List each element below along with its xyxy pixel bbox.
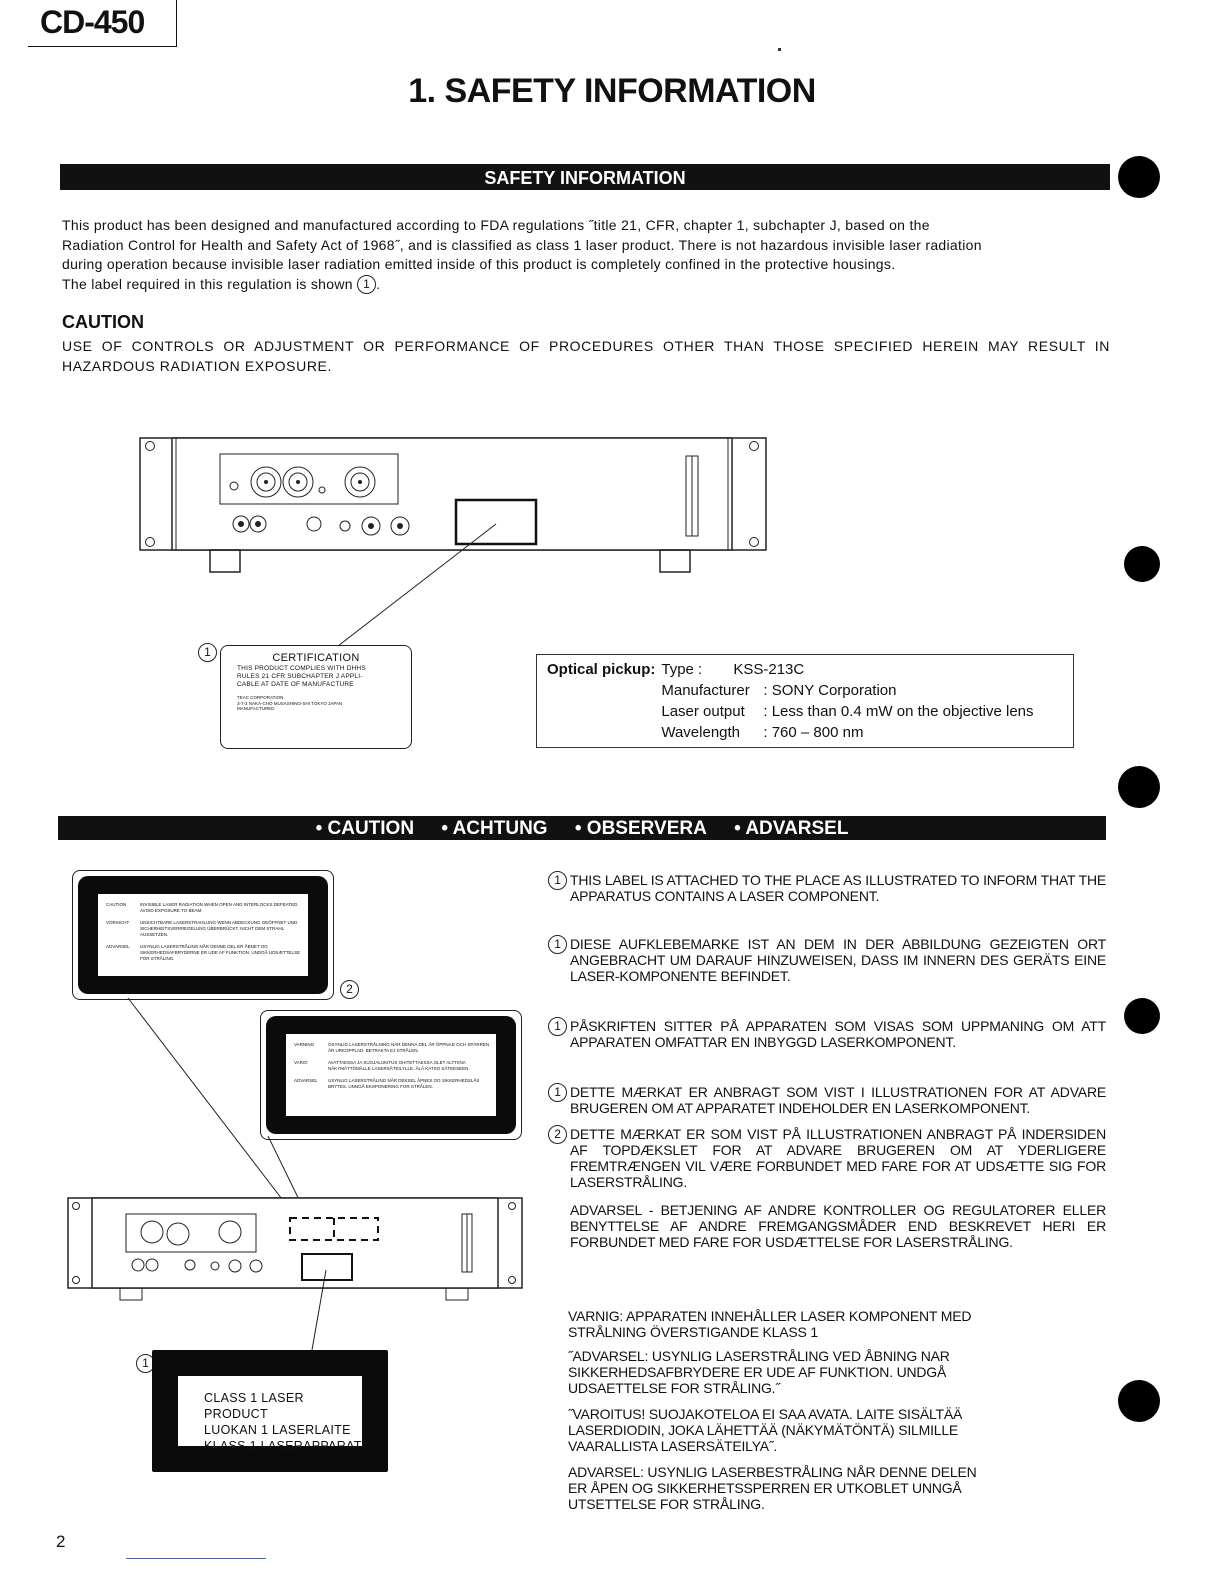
class-line: LUOKAN 1 LASERLAITE <box>204 1423 351 1437</box>
label-key: VARNING <box>294 1042 315 1047</box>
class-label-face <box>178 1376 362 1453</box>
bar-item-label: ACHTUNG <box>452 818 548 839</box>
note-text: ADVARSEL - BETJENING AF ANDRE KONTROLLER OG REGULATORER ELLER BENYTTELSE AF ANDRE FREMGANGSMÅDER END BESKREVET HERI ER FORBUNDET MED FARE FOR USDÆTTELSE FOR LASERSTRÅLING. <box>570 1202 1106 1250</box>
caution-heading: CAUTION <box>62 312 144 332</box>
warning-sv: VARNIG: APPARATEN INNEHÅLLER LASER KOMPONENT MED STRÅLNING ÖVERSTIGANDE KLASS 1 <box>568 1308 972 1340</box>
label-text: UNSICHTBARE LASERSTRAHLUNG WENN ABDECKUNG GEÖFFNET UND SICHERHEITSVERRIEGELUNG ÜBERBRÜCKT. NICHT DEM STRAHL AUSSETZEN. <box>140 920 298 937</box>
intro-line: This product has been designed and manufactured according to FDA regulations ˝title 21, CFR, chapter 1, subchapter J, based on the <box>62 217 930 233</box>
spec-key: Manufacturer <box>661 682 750 699</box>
rear-panel-illustration <box>138 434 778 654</box>
spec-value: Less than 0.4 mW on the objective lens <box>771 703 1034 720</box>
label-text: AVATTAESSA JA SUOJALUKITUS OHITETTAESSA OLET ALTTIINA NÄKYMÄTTÖMÄLLE LASERSÄTEILYLLE. ÄLÄ KATSO SÄTEESEEN. <box>328 1060 470 1071</box>
spec-value-wrap: : SONY Corporation <box>763 682 897 699</box>
class-line: CLASS 1 LASER PRODUCT <box>204 1391 304 1421</box>
intro-paragraph <box>62 216 1110 294</box>
class-label <box>152 1350 388 1472</box>
label-key: VORSICHT <box>106 920 130 925</box>
caution-label-frame <box>72 870 334 1000</box>
section-bar-caution <box>58 816 1106 840</box>
cert-lines <box>237 665 411 689</box>
label-key: CAUTION <box>106 902 127 907</box>
bar-item: • OBSERVERA <box>574 818 707 839</box>
note-da-3 <box>570 1202 1106 1250</box>
warning-no: ADVARSEL: USYNLIG LASERBESTRÅLING NÅR DENNE DELEN ER ÅPEN OG SIKKERHETSSPERREN ER UTKOBLET UNNGÅ UTSETTELSE FOR STRÅLING. <box>568 1464 977 1512</box>
note-de <box>554 936 1106 984</box>
caution-label <box>78 876 328 994</box>
footer-rule <box>126 1558 266 1559</box>
note-en <box>554 872 1106 904</box>
spec-value: 760 – 800 nm <box>771 724 864 741</box>
cert-line: THIS PRODUCT COMPLIES WITH DHHS <box>237 665 366 672</box>
marker-icon: 1 <box>548 1083 567 1102</box>
certification-label <box>220 645 412 749</box>
caution-label-face <box>98 894 308 976</box>
cert-small-line: MANUFACTURED <box>237 706 275 711</box>
intro-line: Radiation Control for Health and Safety Act of 1968˝, and is classified as class 1 laser product. There is not hazardous invisible laser radiation <box>62 236 982 253</box>
spec-key: Wavelength <box>661 724 741 741</box>
note-text: DIESE AUFKLEBEMARKE IST AN DEM IN DER ABBILDUNG GEZEIGTEN ORT ANGEBRACHT UM DARAUF HINZUWEISEN, DASS IM INNERN DES GERÄTS EINE LASER-KOMPONENTE BEFINDET. <box>570 936 1106 984</box>
marker-icon: 1 <box>548 935 567 954</box>
optical-pickup-table: Optical pickup: Type : KSS-213C Manufacturer : SONY Corporation Laser output : Less than 0.4 mW on the objective lens Wavelength : 760 – 800 nm <box>547 661 1034 741</box>
note-text: THIS LABEL IS ATTACHED TO THE PLACE AS ILLUSTRATED TO INFORM THAT THE APPARATUS CONTAINS A LASER COMPONENT. <box>570 872 1106 904</box>
caution-text: USE OF CONTROLS OR ADJUSTMENT OR PERFORMANCE OF PROCEDURES OTHER THAN THOSE SPECIFIED HEREIN MAY RESULT IN HAZARDOUS RADIATION EXPOSURE. <box>62 338 1110 374</box>
bar-item: • ACHTUNG <box>441 818 548 839</box>
speck <box>778 48 781 51</box>
label-text: OSYNLIG LASERSTRÅLNING NÄR DENNA DEL ÄR ÖPPNAD OCH SPÄRREN ÄR URKOPPLAD. BETRAKTA EJ STRÅLEN. <box>328 1042 490 1053</box>
marker-icon: 1 <box>198 643 217 662</box>
spec-value: KSS-213C <box>733 661 805 678</box>
ref-marker: 1 <box>357 275 376 294</box>
note-text: DETTE MÆRKAT ER SOM VIST PÅ ILLUSTRATIONEN ANBRAGT PÅ INDERSIDEN AF TOPDÆKSLET FOR AT ADVARE BRUGEREN OM AT YDERLIGERE FREMTRÆNGEN VIL VÆRE FORBUNDET MED FARE FOR AT UDSÆTTE SIG FOR LASERSTRÅLING. <box>570 1126 1106 1190</box>
cert-line: CABLE AT DATE OF MANUFACTURE <box>237 681 354 688</box>
spec-key: Laser output <box>661 703 745 720</box>
spec-key: Type <box>661 661 694 678</box>
label-key: ADVARSEL <box>106 944 130 949</box>
cert-line: RULES 21 CFR SUBCHAPTER J APPLI- <box>237 673 363 680</box>
note-text: DETTE MÆRKAT ER ANBRAGT SOM VIST I ILLUSTRATIONEN FOR AT ADVARE BRUGEREN OM AT APPARATET INDEHOLDER EN LASERKOMPONENT. <box>570 1084 1106 1116</box>
class-line: KLASS 1 LASERAPPARAT <box>204 1439 362 1453</box>
page-title: 1. SAFETY INFORMATION <box>408 72 816 110</box>
label-text: USYNLIG LASERSTRÅLING NÅR DEKSEL ÅPNES OG SIKKERHEDSLÅS BRYTES. UNNGÅ EKSPONERING FOR STRÅLEN. <box>328 1078 480 1089</box>
cert-small <box>237 695 411 712</box>
spec-value-wrap: : Less than 0.4 mW on the objective lens <box>763 703 1034 720</box>
label-text: USYNLIG LASERSTRÅLING NÅR DENNE DEL ER ÅBNET OG SIKKERHEDSAFBRYDERNE ER UDE AF FUNKTION. UNDGÅ UDSÆTTELSE FOR STRÅLING. <box>140 944 300 961</box>
rear-panel-illustration-2 <box>60 990 540 1370</box>
marker-icon: 2 <box>548 1125 567 1144</box>
label-text: INVISIBLE LASER RADIATION WHEN OPEN AND INTERLOCKS DEFEATED. AVOID EXPOSURE TO BEAM. <box>140 902 299 913</box>
section-bar-safety <box>60 164 1110 190</box>
bar-item-label: OBSERVERA <box>586 818 707 839</box>
intro-line: during operation because invisible laser radiation emitted inside of this product is completely confined in the protective housings. <box>62 256 896 272</box>
bar-item-label: CAUTION <box>327 818 415 839</box>
marker-icon: 2 <box>340 980 359 999</box>
warning-fi: ˝VAROITUS! SUOJAKOTELOA EI SAA AVATA. LAITE SISÄLTÄÄ LASERDIODIN, JOKA LÄHETTÄÄ (NÄKYMÄTÖNTÄ) SILMILLE VAARALLISTA LASERSÄTEILYA˝. <box>568 1406 963 1454</box>
bar-item: • CAUTION <box>315 818 415 839</box>
model-tab <box>28 0 177 47</box>
warning-da: ˝ADVARSEL: USYNLIG LASERSTRÅLING VED ÅBNING NAR SIKKERHEDSAFBRYDERE ER UDE AF FUNKTION. UNDGÅ UDSAETTELSE FOR STRÅLING.˝ <box>568 1348 950 1396</box>
section-bar-title: SAFETY INFORMATION <box>484 168 686 188</box>
bar-item: • ADVARSEL <box>734 818 849 839</box>
label-key: VARO! <box>294 1060 308 1065</box>
spec-value: SONY Corporation <box>771 682 897 699</box>
intro-last-line: The label required in this regulation is shown 1 . <box>62 275 1110 295</box>
class-label-text <box>204 1390 362 1454</box>
page-number: 2 <box>56 1532 66 1551</box>
certification-marker <box>198 643 217 662</box>
cert-small-line: TEAC CORPORATION <box>237 695 284 700</box>
note-sv <box>554 1018 1106 1050</box>
model-name: CD-450 <box>40 4 145 40</box>
binding-hole <box>1124 998 1160 1034</box>
binding-hole <box>1118 156 1160 198</box>
binding-hole <box>1118 766 1160 808</box>
optical-pickup-label: Optical pickup: <box>547 661 656 678</box>
marker-icon: 1 <box>136 1354 155 1373</box>
binding-hole <box>1124 546 1160 582</box>
cert-title: CERTIFICATION <box>272 652 360 664</box>
marker-icon: 1 <box>548 1017 567 1036</box>
marker-icon: 1 <box>548 871 567 890</box>
caution-label-text <box>106 902 302 962</box>
intro-line: The label required in this regulation is shown <box>62 275 353 292</box>
bar-item-label: ADVARSEL <box>745 818 849 839</box>
optical-pickup-box <box>536 654 1074 748</box>
cert-small-line: 3-7-3 NAKA-CHO MUSASHINO-SHI TOKYO JAPAN <box>237 700 343 706</box>
note-da-2 <box>554 1126 1106 1190</box>
binding-hole <box>1118 1380 1160 1422</box>
label-key: ADVARSEL <box>294 1078 318 1083</box>
note-text: PÅSKRIFTEN SITTER PÅ APPARATEN SOM VISAS SOM UPPMANING OM ATT APPARATEN OMFATTAR EN INBYGGD LASERKOMPONENT. <box>570 1018 1106 1050</box>
note-da-1 <box>554 1084 1106 1116</box>
spec-value-wrap: : 760 – 800 nm <box>763 724 864 741</box>
